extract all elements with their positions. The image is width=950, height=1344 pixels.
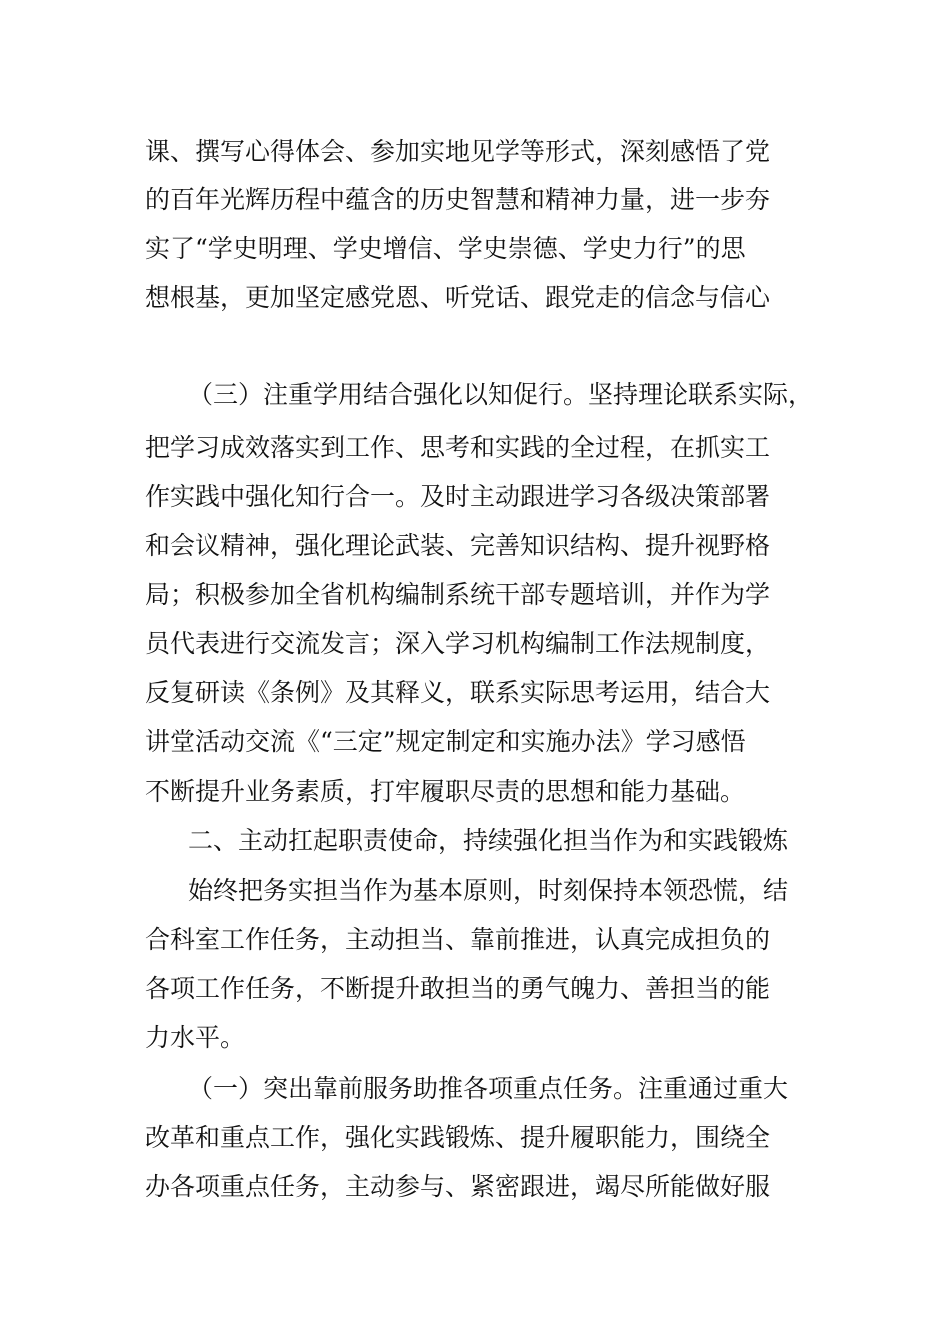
paragraph-line: 员代表进行交流发言；深入学习机构编制工作法规制度， <box>145 629 771 658</box>
paragraph-line: 的百年光辉历程中蕴含的历史智慧和精神力量，进一步夯 <box>145 185 771 214</box>
paragraph-line: （三）注重学用结合强化以知促行。坚持理论联系实际， <box>188 380 814 409</box>
paragraph-line: 合科室工作任务，主动担当、靠前推进，认真完成担负的 <box>145 925 771 954</box>
section-heading: 二、主动扛起职责使命，持续强化担当作为和实践锻炼 <box>188 826 789 855</box>
paragraph-line: 想根基，更加坚定感党恩、听党话、跟党走的信念与信心 <box>145 283 771 312</box>
paragraph-line: 课、撰写心得体会、参加实地见学等形式，深刻感悟了党 <box>145 137 771 166</box>
paragraph-line: 改革和重点工作，强化实践锻炼、提升履职能力，围绕全 <box>145 1123 771 1152</box>
paragraph-line: 讲堂活动交流《“三定”规定制定和实施办法》学习感悟 <box>145 727 746 756</box>
paragraph-line: 力水平。 <box>145 1023 246 1052</box>
paragraph-line: 把学习成效落实到工作、思考和实践的全过程，在抓实工 <box>145 433 771 462</box>
paragraph-line: 办各项重点任务，主动参与、紧密跟进，竭尽所能做好服 <box>145 1172 771 1201</box>
paragraph-line: 实了“学史明理、学史增信、学史崇德、学史力行”的思 <box>145 234 746 263</box>
paragraph-line: 不断提升业务素质，打牢履职尽责的思想和能力基础。 <box>145 777 746 806</box>
paragraph-line: 始终把务实担当作为基本原则，时刻保持本领恐慌，结 <box>188 876 789 905</box>
paragraph-line: 局；积极参加全省机构编制系统干部专题培训，并作为学 <box>145 580 771 609</box>
paragraph-line: 反复研读《条例》及其释义，联系实际思考运用，结合大 <box>145 678 771 707</box>
paragraph-line: （一）突出靠前服务助推各项重点任务。注重通过重大 <box>188 1074 789 1103</box>
paragraph-line: 和会议精神，强化理论武装、完善知识结构、提升视野格 <box>145 531 771 560</box>
paragraph-line: 各项工作任务，不断提升敢担当的勇气魄力、善担当的能 <box>145 974 771 1003</box>
paragraph-line: 作实践中强化知行合一。及时主动跟进学习各级决策部署 <box>145 482 771 511</box>
